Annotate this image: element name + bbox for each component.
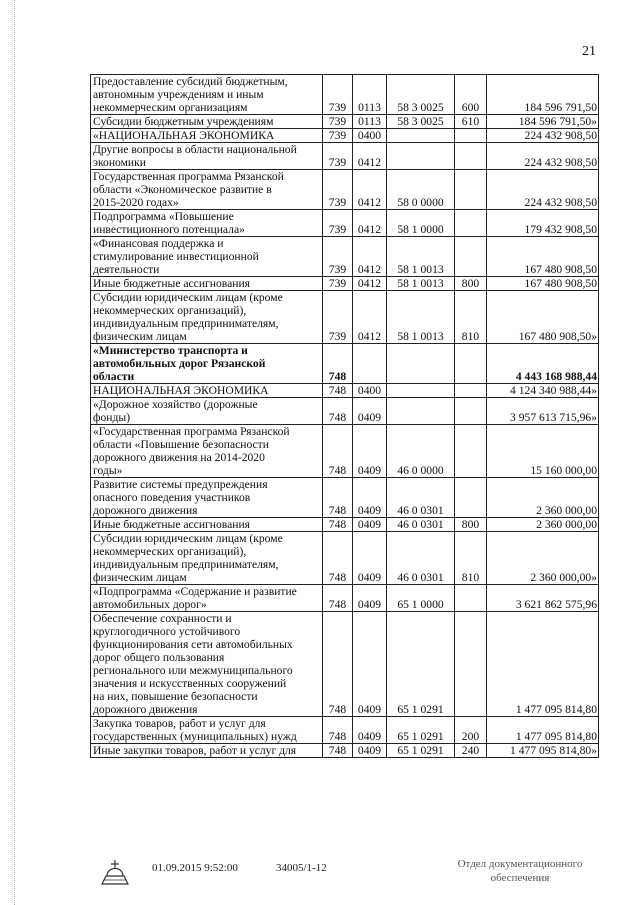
row-ved-code: 739 <box>323 75 353 115</box>
row-name: Субсидии юридическим лицам (кроме некоммерческих организаций), индивидуальным предпринимателям, физическим лицам <box>91 291 323 344</box>
row-target-code: 46 0 0301 <box>387 532 455 585</box>
row-section-code: 0409 <box>353 612 387 717</box>
row-section-code: 0400 <box>353 384 387 398</box>
table-row <box>91 612 599 717</box>
row-ved-code: 748 <box>323 398 353 425</box>
row-ved-code: 748 <box>323 518 353 532</box>
row-name: Обеспечение сохранности и круглогодичного устойчивого функционирования сети автомобильных дорог общего пользования регионального или межмуниципального значения и искусственных сооружений на них, повышение безопасности дорожного движения <box>91 612 323 717</box>
row-expense-type: 200 <box>455 717 487 744</box>
row-target-code: 46 0 0000 <box>387 425 455 478</box>
table-row <box>91 129 599 143</box>
table-row <box>91 115 599 129</box>
row-name: Подпрограмма «Повышение инвестиционного потенциала» <box>91 210 323 237</box>
row-name: Субсидии юридическим лицам (кроме некоммерческих организаций), индивидуальным предпринимателям, физическим лицам <box>91 532 323 585</box>
row-section-code: 0409 <box>353 425 387 478</box>
row-expense-type <box>455 612 487 717</box>
row-name: «Министерство транспорта и автомобильных дорог Рязанской области <box>91 344 323 384</box>
row-amount: 184 596 791,50» <box>487 115 599 129</box>
row-section-code: 0400 <box>353 129 387 143</box>
row-name: Развитие системы предупреждения опасного поведения участников дорожного движения <box>91 478 323 518</box>
row-expense-type <box>455 143 487 170</box>
row-section-code: 0409 <box>353 585 387 612</box>
row-expense-type <box>455 344 487 384</box>
row-target-code: 58 1 0000 <box>387 210 455 237</box>
row-name: Государственная программа Рязанской области «Экономическое развитие в 2015-2020 годах» <box>91 170 323 210</box>
row-amount: 15 160 000,00 <box>487 425 599 478</box>
row-expense-type: 610 <box>455 115 487 129</box>
row-target-code: 58 1 0013 <box>387 237 455 277</box>
row-target-code: 58 1 0013 <box>387 277 455 291</box>
row-amount: 167 480 908,50 <box>487 277 599 291</box>
row-name: «Финансовая поддержка и стимулирование инвестиционной деятельности <box>91 237 323 277</box>
row-target-code: 46 0 0301 <box>387 478 455 518</box>
row-name: Иные бюджетные ассигнования <box>91 518 323 532</box>
row-section-code: 0409 <box>353 478 387 518</box>
row-ved-code: 739 <box>323 291 353 344</box>
table-row <box>91 744 599 758</box>
row-amount: 3 621 862 575,96 <box>487 585 599 612</box>
row-section-code: 0409 <box>353 518 387 532</box>
row-expense-type: 810 <box>455 291 487 344</box>
footer-doc-number: 34005/1-12 <box>276 862 327 874</box>
row-section-code: 0409 <box>353 398 387 425</box>
row-section-code: 0409 <box>353 532 387 585</box>
row-amount: 167 480 908,50» <box>487 291 599 344</box>
row-amount: 2 360 000,00» <box>487 532 599 585</box>
row-target-code: 58 3 0025 <box>387 75 455 115</box>
row-amount: 224 432 908,50 <box>487 170 599 210</box>
row-amount: 167 480 908,50 <box>487 237 599 277</box>
department-stamp <box>450 857 590 885</box>
row-section-code: 0412 <box>353 277 387 291</box>
table-row <box>91 143 599 170</box>
row-expense-type <box>455 478 487 518</box>
row-name: «НАЦИОНАЛЬНАЯ ЭКОНОМИКА <box>91 129 323 143</box>
table-row <box>91 75 599 115</box>
row-name: «Государственная программа Рязанской области «Повышение безопасности дорожного движения на 2014-2020 годы» <box>91 425 323 478</box>
table-row <box>91 532 599 585</box>
table-row <box>91 518 599 532</box>
stamp-line-2: обеспечения <box>490 872 550 884</box>
row-amount: 4 443 168 988,44 <box>487 344 599 384</box>
row-ved-code: 739 <box>323 210 353 237</box>
row-section-code: 0412 <box>353 237 387 277</box>
footer-datetime: 01.09.2015 9:52:00 <box>152 862 238 874</box>
row-section-code: 0113 <box>353 75 387 115</box>
row-section-code: 0412 <box>353 170 387 210</box>
row-name: «Дорожное хозяйство (дорожные фонды) <box>91 398 323 425</box>
row-section-code: 0412 <box>353 143 387 170</box>
row-ved-code: 748 <box>323 612 353 717</box>
row-expense-type <box>455 210 487 237</box>
table-row <box>91 398 599 425</box>
row-ved-code: 748 <box>323 744 353 758</box>
row-amount: 1 477 095 814,80 <box>487 612 599 717</box>
table-row <box>91 585 599 612</box>
row-section-code <box>353 344 387 384</box>
table-row <box>91 425 599 478</box>
row-ved-code: 748 <box>323 384 353 398</box>
table-row <box>91 237 599 277</box>
row-ved-code: 739 <box>323 277 353 291</box>
row-section-code: 0409 <box>353 744 387 758</box>
row-section-code: 0412 <box>353 291 387 344</box>
row-expense-type: 800 <box>455 518 487 532</box>
row-target-code <box>387 398 455 425</box>
row-expense-type <box>455 425 487 478</box>
row-section-code: 0412 <box>353 210 387 237</box>
binding-margin <box>14 0 17 905</box>
budget-table <box>90 74 599 758</box>
stamp-line-1: Отдел документационного <box>457 858 583 870</box>
row-target-code: 46 0 0301 <box>387 518 455 532</box>
row-amount: 2 360 000,00 <box>487 518 599 532</box>
row-target-code: 58 3 0025 <box>387 115 455 129</box>
row-ved-code: 748 <box>323 478 353 518</box>
table-row <box>91 384 599 398</box>
row-expense-type <box>455 398 487 425</box>
row-target-code <box>387 129 455 143</box>
row-name: Другие вопросы в области национальной экономики <box>91 143 323 170</box>
row-target-code: 65 1 0291 <box>387 717 455 744</box>
table-row <box>91 291 599 344</box>
row-ved-code: 748 <box>323 532 353 585</box>
row-amount: 179 432 908,50 <box>487 210 599 237</box>
page-number: 21 <box>582 44 596 59</box>
row-target-code <box>387 344 455 384</box>
row-expense-type: 810 <box>455 532 487 585</box>
row-expense-type: 800 <box>455 277 487 291</box>
row-amount: 1 477 095 814,80 <box>487 717 599 744</box>
budget-table-body <box>91 75 599 758</box>
row-target-code: 65 1 0291 <box>387 612 455 717</box>
table-row <box>91 277 599 291</box>
row-target-code: 65 1 0291 <box>387 744 455 758</box>
row-ved-code: 739 <box>323 237 353 277</box>
row-ved-code: 748 <box>323 585 353 612</box>
row-expense-type <box>455 384 487 398</box>
row-amount: 2 360 000,00 <box>487 478 599 518</box>
row-name: «Подпрограмма «Содержание и развитие автомобильных дорог» <box>91 585 323 612</box>
row-ved-code: 739 <box>323 143 353 170</box>
row-target-code: 58 1 0013 <box>387 291 455 344</box>
row-target-code <box>387 384 455 398</box>
row-section-code: 0409 <box>353 717 387 744</box>
row-name: Иные закупки товаров, работ и услуг для <box>91 744 323 758</box>
row-amount: 1 477 095 814,80» <box>487 744 599 758</box>
row-expense-type <box>455 129 487 143</box>
row-expense-type: 240 <box>455 744 487 758</box>
row-amount: 3 957 613 715,96» <box>487 398 599 425</box>
table-row <box>91 170 599 210</box>
row-name: Закупка товаров, работ и услуг для государственных (муниципальных) нужд <box>91 717 323 744</box>
row-ved-code: 748 <box>323 425 353 478</box>
row-amount: 184 596 791,50 <box>487 75 599 115</box>
row-amount: 224 432 908,50 <box>487 143 599 170</box>
row-expense-type <box>455 170 487 210</box>
row-target-code <box>387 143 455 170</box>
emblem-icon <box>98 856 132 886</box>
row-ved-code: 748 <box>323 717 353 744</box>
row-ved-code: 739 <box>323 115 353 129</box>
table-row <box>91 478 599 518</box>
row-ved-code: 739 <box>323 170 353 210</box>
table-row <box>91 717 599 744</box>
row-expense-type <box>455 237 487 277</box>
row-expense-type: 600 <box>455 75 487 115</box>
row-ved-code: 739 <box>323 129 353 143</box>
row-expense-type <box>455 585 487 612</box>
row-name: Предоставление субсидий бюджетным, автономным учреждениям и иным некоммерческим организациям <box>91 75 323 115</box>
row-amount: 224 432 908,50 <box>487 129 599 143</box>
row-name: Иные бюджетные ассигнования <box>91 277 323 291</box>
row-name: Субсидии бюджетным учреждениям <box>91 115 323 129</box>
row-section-code: 0113 <box>353 115 387 129</box>
row-target-code: 65 1 0000 <box>387 585 455 612</box>
table-row <box>91 344 599 384</box>
row-amount: 4 124 340 988,44» <box>487 384 599 398</box>
row-target-code: 58 0 0000 <box>387 170 455 210</box>
row-ved-code: 748 <box>323 344 353 384</box>
row-name: НАЦИОНАЛЬНАЯ ЭКОНОМИКА <box>91 384 323 398</box>
table-row <box>91 210 599 237</box>
